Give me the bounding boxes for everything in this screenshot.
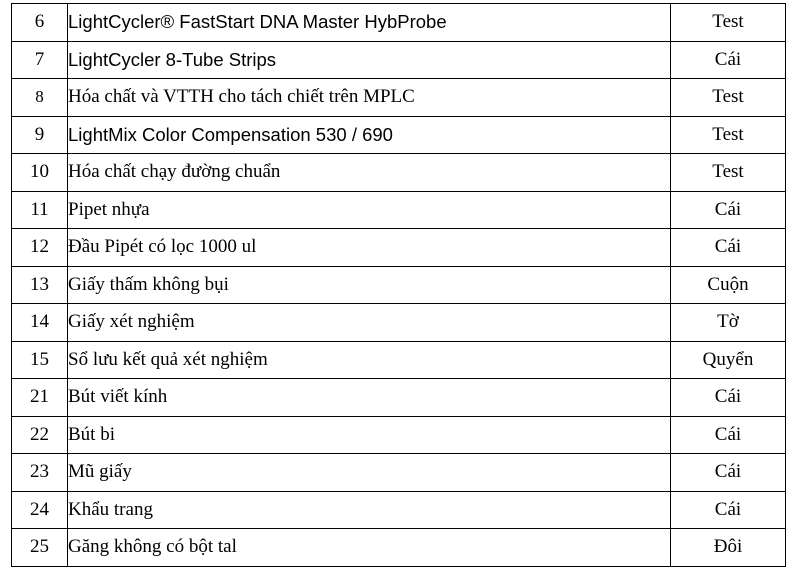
table-row bbox=[12, 529, 786, 567]
row-number: 13 bbox=[12, 266, 68, 304]
row-number: 24 bbox=[12, 491, 68, 529]
supplies-table-body bbox=[12, 4, 786, 567]
row-number: 11 bbox=[12, 191, 68, 229]
table-row bbox=[12, 304, 786, 342]
item-name: LightCycler 8-Tube Strips bbox=[68, 41, 671, 79]
row-number: 25 bbox=[12, 529, 68, 567]
row-number: 8 bbox=[12, 79, 68, 117]
item-name: Hóa chất chạy đường chuẩn bbox=[68, 154, 671, 192]
item-name: LightCycler® FastStart DNA Master HybProbe bbox=[68, 4, 671, 42]
table-row bbox=[12, 266, 786, 304]
item-unit: Test bbox=[671, 154, 786, 192]
item-unit: Cái bbox=[671, 41, 786, 79]
supplies-table bbox=[11, 3, 786, 567]
item-name: Găng không có bột tal bbox=[68, 529, 671, 567]
row-number: 9 bbox=[12, 116, 68, 154]
table-row bbox=[12, 454, 786, 492]
row-number: 15 bbox=[12, 341, 68, 379]
row-number: 21 bbox=[12, 379, 68, 417]
item-name: Giấy thấm không bụi bbox=[68, 266, 671, 304]
item-unit: Quyển bbox=[671, 341, 786, 379]
row-number: 6 bbox=[12, 4, 68, 42]
item-unit: Cái bbox=[671, 416, 786, 454]
table-row bbox=[12, 341, 786, 379]
row-number: 23 bbox=[12, 454, 68, 492]
row-number: 7 bbox=[12, 41, 68, 79]
row-number: 10 bbox=[12, 154, 68, 192]
table-row bbox=[12, 416, 786, 454]
item-unit: Cái bbox=[671, 454, 786, 492]
item-unit: Test bbox=[671, 4, 786, 42]
item-name: Giấy xét nghiệm bbox=[68, 304, 671, 342]
item-unit: Cái bbox=[671, 491, 786, 529]
row-number: 12 bbox=[12, 229, 68, 267]
item-unit: Đôi bbox=[671, 529, 786, 567]
table-row bbox=[12, 379, 786, 417]
table-row bbox=[12, 154, 786, 192]
item-name: Pipet nhựa bbox=[68, 191, 671, 229]
item-name: Đầu Pipét có lọc 1000 ul bbox=[68, 229, 671, 267]
item-name: Mũ giấy bbox=[68, 454, 671, 492]
item-unit: Cái bbox=[671, 379, 786, 417]
item-name: Khẩu trang bbox=[68, 491, 671, 529]
item-unit: Tờ bbox=[671, 304, 786, 342]
table-row bbox=[12, 191, 786, 229]
item-unit: Test bbox=[671, 116, 786, 154]
row-number: 14 bbox=[12, 304, 68, 342]
item-unit: Cái bbox=[671, 229, 786, 267]
item-unit: Cái bbox=[671, 191, 786, 229]
item-name: Sổ lưu kết quả xét nghiệm bbox=[68, 341, 671, 379]
row-number: 22 bbox=[12, 416, 68, 454]
item-name: Hóa chất và VTTH cho tách chiết trên MPLC bbox=[68, 79, 671, 117]
table-row bbox=[12, 491, 786, 529]
table-row bbox=[12, 41, 786, 79]
table-row bbox=[12, 79, 786, 117]
item-name: Bút viết kính bbox=[68, 379, 671, 417]
item-name: LightMix Color Compensation 530 / 690 bbox=[68, 116, 671, 154]
table-row bbox=[12, 229, 786, 267]
item-unit: Test bbox=[671, 79, 786, 117]
item-name: Bút bi bbox=[68, 416, 671, 454]
table-row bbox=[12, 4, 786, 42]
item-unit: Cuộn bbox=[671, 266, 786, 304]
table-row bbox=[12, 116, 786, 154]
